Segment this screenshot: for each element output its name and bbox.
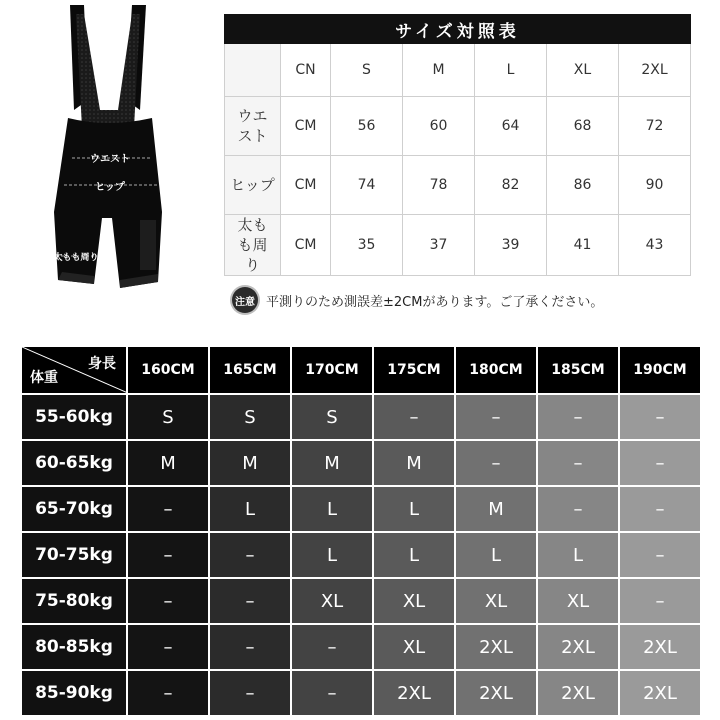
size-cell: – [373, 394, 455, 440]
row-label-text: ウエスト [237, 107, 268, 145]
size-header-cell: 2XL [619, 44, 691, 97]
size-cell: L [373, 486, 455, 532]
size-cell: – [537, 440, 619, 486]
size-comparison-table [224, 14, 691, 276]
value-cell: 39 [475, 215, 547, 276]
value-cell: 86 [547, 156, 619, 215]
size-cell: – [209, 624, 291, 670]
size-cell: XL [537, 578, 619, 624]
size-table-row [225, 156, 691, 215]
size-cell: M [373, 440, 455, 486]
value-cell: 72 [619, 97, 691, 156]
size-cell: – [291, 670, 373, 716]
size-cell: – [455, 440, 537, 486]
weight-label-cell: 80-85kg [21, 624, 127, 670]
size-table-header-row [225, 44, 691, 97]
height-header-row [21, 346, 701, 394]
size-cell: 2XL [455, 624, 537, 670]
size-cell: XL [455, 578, 537, 624]
weight-label-cell: 70-75kg [21, 532, 127, 578]
size-cell: S [209, 394, 291, 440]
weight-label-cell: 85-90kg [21, 670, 127, 716]
value-cell: 60 [403, 97, 475, 156]
size-cell: M [291, 440, 373, 486]
weight-row [21, 670, 701, 716]
row-label [225, 215, 281, 276]
size-cell: – [209, 532, 291, 578]
weight-row [21, 578, 701, 624]
size-cell: M [455, 486, 537, 532]
weight-row [21, 624, 701, 670]
size-cell: – [455, 394, 537, 440]
value-cell: 64 [475, 97, 547, 156]
size-cell: S [291, 394, 373, 440]
size-cell: XL [373, 624, 455, 670]
size-table-title: サイズ対照表 [225, 15, 691, 44]
value-cell: 43 [619, 215, 691, 276]
value-cell: 35 [331, 215, 403, 276]
value-cell: 74 [331, 156, 403, 215]
size-cell: L [291, 486, 373, 532]
height-header-cell: 175CM [373, 346, 455, 394]
size-cell: 2XL [537, 670, 619, 716]
size-header-cell: XL [547, 44, 619, 97]
weight-label-cell: 75-80kg [21, 578, 127, 624]
size-cell: – [127, 486, 209, 532]
value-cell: 41 [547, 215, 619, 276]
thigh-label: 太もも周り [53, 253, 99, 263]
size-cell: – [619, 394, 701, 440]
size-cell: L [373, 532, 455, 578]
waist-label: ウエスト [90, 154, 130, 165]
size-cell: – [537, 394, 619, 440]
size-cell: L [455, 532, 537, 578]
size-table-row [225, 215, 691, 276]
weight-axis-label: 体重 [30, 370, 58, 386]
size-cell: XL [291, 578, 373, 624]
size-cell: – [619, 486, 701, 532]
weight-label-cell: 60-65kg [21, 440, 127, 486]
size-cell: L [291, 532, 373, 578]
bib-shorts-illustration [28, 0, 198, 300]
value-cell: 68 [547, 97, 619, 156]
hip-label: ヒップ [95, 182, 125, 193]
size-cell: – [127, 624, 209, 670]
size-cell: – [127, 532, 209, 578]
height-header-cell: 170CM [291, 346, 373, 394]
caution-badge-icon: 注意 [232, 287, 258, 313]
value-cell: 78 [403, 156, 475, 215]
height-header-cell: 185CM [537, 346, 619, 394]
row-label [225, 97, 281, 156]
height-header-cell: 160CM [127, 346, 209, 394]
size-cell: – [537, 486, 619, 532]
weight-label-cell: 65-70kg [21, 486, 127, 532]
size-cell: 2XL [455, 670, 537, 716]
size-cell: XL [373, 578, 455, 624]
size-cell: 2XL [619, 624, 701, 670]
unit-cell: CM [281, 97, 331, 156]
row-label: ヒップ [225, 156, 281, 215]
height-header-cell: 190CM [619, 346, 701, 394]
size-table-corner [225, 44, 281, 97]
value-cell: 82 [475, 156, 547, 215]
unit-cell: CM [281, 215, 331, 276]
size-cell: – [619, 440, 701, 486]
height-header-cell: 180CM [455, 346, 537, 394]
size-header-cell: M [403, 44, 475, 97]
height-weight-size-table [20, 345, 702, 717]
size-cell: – [127, 670, 209, 716]
weight-row [21, 486, 701, 532]
size-table-row [225, 97, 691, 156]
size-cell: S [127, 394, 209, 440]
height-header-cell: 165CM [209, 346, 291, 394]
unit-cell: CM [281, 156, 331, 215]
mesh-back [76, 14, 140, 128]
size-cell: 2XL [537, 624, 619, 670]
size-header-cell: L [475, 44, 547, 97]
size-cell: – [291, 624, 373, 670]
value-cell: 90 [619, 156, 691, 215]
size-cell: 2XL [619, 670, 701, 716]
size-cell: – [619, 578, 701, 624]
row-label-text: 太もも周り [237, 216, 268, 274]
size-header-cell: CN [281, 44, 331, 97]
size-cell: L [209, 486, 291, 532]
size-cell: – [209, 578, 291, 624]
size-cell: L [537, 532, 619, 578]
weight-row [21, 440, 701, 486]
size-cell: M [209, 440, 291, 486]
table-corner-cell [21, 346, 127, 394]
size-cell: – [209, 670, 291, 716]
measurement-note [232, 287, 603, 313]
weight-row [21, 532, 701, 578]
note-text: 平測りのため測誤差±2CMがあります。ご了承ください。 [266, 294, 604, 310]
weight-row [21, 394, 701, 440]
weight-label-cell: 55-60kg [21, 394, 127, 440]
size-cell: M [127, 440, 209, 486]
size-cell: – [127, 578, 209, 624]
value-cell: 37 [403, 215, 475, 276]
value-cell: 56 [331, 97, 403, 156]
height-axis-label: 身長 [88, 356, 116, 372]
size-cell: 2XL [373, 670, 455, 716]
size-cell: – [619, 532, 701, 578]
size-header-cell: S [331, 44, 403, 97]
